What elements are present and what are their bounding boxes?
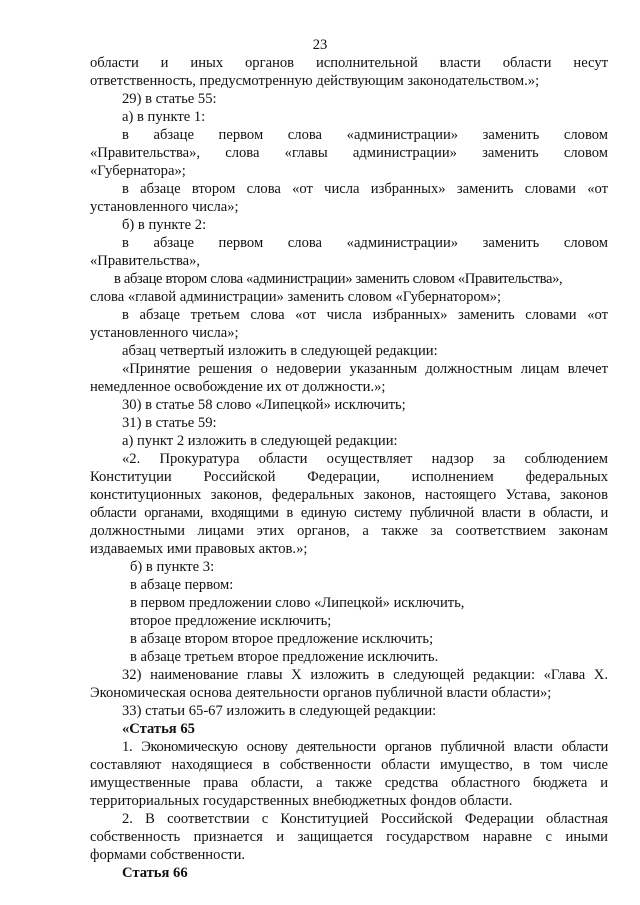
text-line: области и иных органов исполнительной власти области несут <box>90 55 608 71</box>
text-line: собственность признается и защищается государством наравне с иными <box>90 829 608 845</box>
text-line: конституционных законов, федеральных законов, настоящего Устава, законов <box>90 487 608 503</box>
text-line: 31) в статье 59: <box>122 415 217 431</box>
text-line: в абзаце третьем второе предложение исключить. <box>130 649 439 665</box>
text-line: второе предложение исключить; <box>130 613 332 629</box>
text-line: установленного числа»; <box>90 199 239 215</box>
text-line: имущественные права области, а также средства областного бюджета и <box>90 775 608 791</box>
text-line: в абзаце третьем слова «от числа избранных» заменить словами «от <box>122 307 608 323</box>
text-line: в первом предложении слово «Липецкой» исключить, <box>130 595 465 611</box>
text-line: немедленное освобождение их от должности.»; <box>90 379 386 395</box>
text-line: области органами, входящими в единую систему публичной власти в области, и <box>90 505 608 521</box>
text-line: установленного числа»; <box>90 325 239 341</box>
text-line: в абзаце первом: <box>130 577 234 593</box>
text-line: а) пункт 2 изложить в следующей редакции: <box>122 433 398 449</box>
text-line: а) в пункте 1: <box>122 109 206 125</box>
text-line: ответственность, предусмотренную действующим законодательством.»; <box>90 73 540 89</box>
text-line: Конституции Российской Федерации, исполнением федеральных <box>90 469 608 485</box>
text-line: слова «главой администрации» заменить словом «Губернатором»; <box>90 289 502 305</box>
text-line: формами собственности. <box>90 847 246 863</box>
text-line: в абзаце втором второе предложение исключить; <box>130 631 434 647</box>
text-line: в абзаце первом слова «администрации» заменить словом <box>122 235 608 251</box>
text-line: в абзаце первом слова «администрации» заменить словом <box>122 127 608 143</box>
text-line: Экономическая основа деятельности органов публичной власти области»; <box>90 685 552 701</box>
text-line: б) в пункте 2: <box>122 217 207 233</box>
article-heading: «Статья 65 <box>122 721 195 737</box>
text-line: 32) наименование главы X изложить в следующей редакции: «Глава X. <box>122 667 608 683</box>
text-line: 29) в статье 55: <box>122 91 217 107</box>
page-number: 23 <box>312 37 328 53</box>
text-line: «Принятие решения о недоверии указанным должностным лицам влечет <box>122 361 608 377</box>
text-line: должностными лицами этих органов, а также за соответствием законам <box>90 523 608 539</box>
text-line: в абзаце втором слова «от числа избранных» заменить словами «от <box>122 181 608 197</box>
text-line: 33) статьи 65-67 изложить в следующей редакции: <box>122 703 437 719</box>
text-line: «2. Прокуратура области осуществляет надзор за соблюдением <box>122 451 608 467</box>
text-line: 30) в статье 58 слово «Липецкой» исключить; <box>122 397 406 413</box>
text-line: составляют находящиеся в собственности области имущество, в том числе <box>90 757 608 773</box>
text-line: территориальных государственных внебюджетных фондов области. <box>90 793 513 809</box>
article-heading: Статья 66 <box>122 865 188 881</box>
text-line: в абзаце втором слова «администрации» заменить словом «Правительства», <box>114 271 563 287</box>
text-line: 2. В соответствии с Конституцией Российской Федерации областная <box>122 811 608 827</box>
text-line: б) в пункте 3: <box>130 559 215 575</box>
text-line: 1. Экономическую основу деятельности органов публичной власти области <box>122 739 608 755</box>
text-line: «Губернатора»; <box>90 163 186 179</box>
text-line: абзац четвертый изложить в следующей редакции: <box>122 343 438 359</box>
text-line: «Правительства», слова «главы администрации» заменить словом <box>90 145 608 161</box>
text-line: «Правительства», <box>90 253 201 269</box>
document-body <box>90 54 608 882</box>
text-line: издаваемых ими правовых актов.»; <box>90 541 308 557</box>
